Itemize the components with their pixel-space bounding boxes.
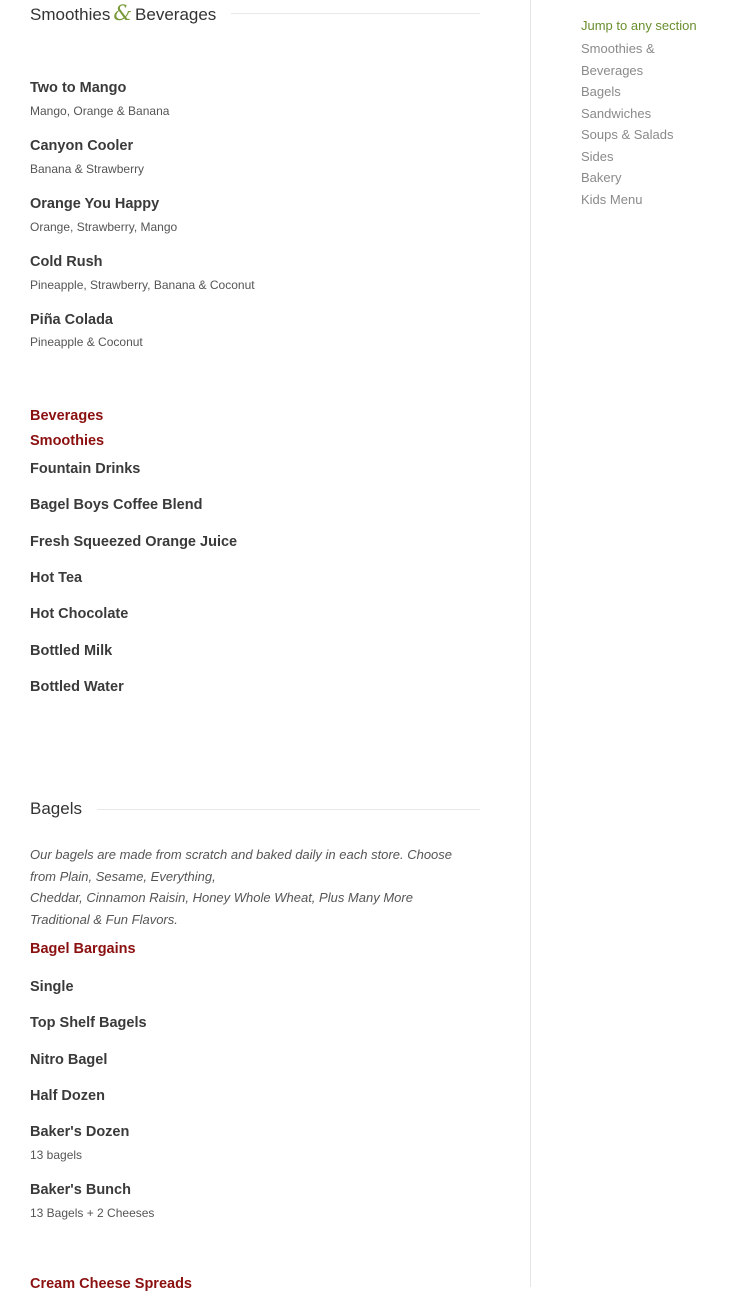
beverage-item: Bagel Boys Coffee Blend [30,497,203,513]
menu-item-desc: Orange, Strawberry, Mango [30,220,178,234]
menu-item-desc: Mango, Orange & Banana [30,104,170,118]
subcategory-beverages[interactable]: Beverages [30,408,104,424]
menu-item-name: Half Dozen [30,1088,105,1104]
menu-item-desc: Banana & Strawberry [30,162,145,176]
menu-item-name: Piña Colada [30,312,113,328]
beverage-item: Hot Chocolate [30,606,129,622]
menu-item-name: Single [30,979,74,995]
smoothies-section-header [30,0,480,26]
menu-item-desc: 13 bagels [30,1148,83,1162]
bagels-intro-line: Cheddar, Cinnamon Raisin, Honey Whole Wheat, Plus Many More [30,890,413,905]
jump-to-section-title: Jump to any section [581,18,697,33]
bagels-intro-line: Our bagels are made from scratch and baked daily in each store. Choose [30,847,453,862]
subcategory-bagel-bargains[interactable]: Bagel Bargains [30,941,136,957]
bagels-intro [30,844,470,930]
menu-item-name: Orange You Happy [30,196,160,212]
section-divider [97,809,480,810]
nav-link-sides[interactable]: Sides [581,148,614,164]
nav-link-bakery[interactable]: Bakery [581,170,622,185]
column-divider [530,0,531,1287]
bagels-section-header [30,796,480,822]
section-nav [581,16,731,210]
beverage-item: Fresh Squeezed Orange Juice [30,534,238,550]
beverage-item: Fountain Drinks [30,461,141,477]
section-divider [231,13,480,14]
menu-item-name: Nitro Bagel [30,1052,108,1068]
subcategory-smoothies[interactable]: Smoothies [30,433,105,449]
nav-link-smoothies-beverages[interactable]: Beverages [581,62,644,78]
menu-item-name: Top Shelf Bagels [30,1015,147,1031]
nav-link-sandwiches[interactable]: Sandwiches [581,105,652,121]
menu-item-desc: Pineapple, Strawberry, Banana & Coconut [30,278,255,292]
bagels-intro-line: Traditional & Fun Flavors. [30,911,178,927]
menu-item-name: Canyon Cooler [30,138,134,154]
menu-item-name: Baker's Dozen [30,1124,130,1140]
beverage-item: Bottled Water [30,679,124,695]
section-title-smoothies [30,1,216,25]
nav-link-bagels[interactable]: Bagels [581,84,621,99]
nav-link-soups-salads[interactable]: Soups & Salads [581,127,674,142]
bagels-intro-line: from Plain, Sesame, Everything, [30,868,216,884]
menu-item-desc: 13 Bagels + 2 Cheeses [30,1206,155,1220]
section-title-part1: Smoothies [30,5,111,24]
menu-item-name: Two to Mango [30,80,127,96]
ampersand-glyph: & [113,1,133,25]
section-title-part2: Beverages [135,5,217,24]
subcategory-cream-cheese-spreads[interactable]: Cream Cheese Spreads [30,1276,192,1292]
beverage-item: Hot Tea [30,570,83,586]
nav-link-kids-menu[interactable]: Kids Menu [581,191,643,207]
section-title-bagels: Bagels [30,799,82,818]
menu-item-name: Cold Rush [30,254,103,270]
nav-link-smoothies-beverages[interactable]: Smoothies & [581,41,655,56]
menu-item-desc: Pineapple & Coconut [30,335,143,349]
beverage-item: Bottled Milk [30,643,113,659]
menu-item-name: Baker's Bunch [30,1182,131,1198]
